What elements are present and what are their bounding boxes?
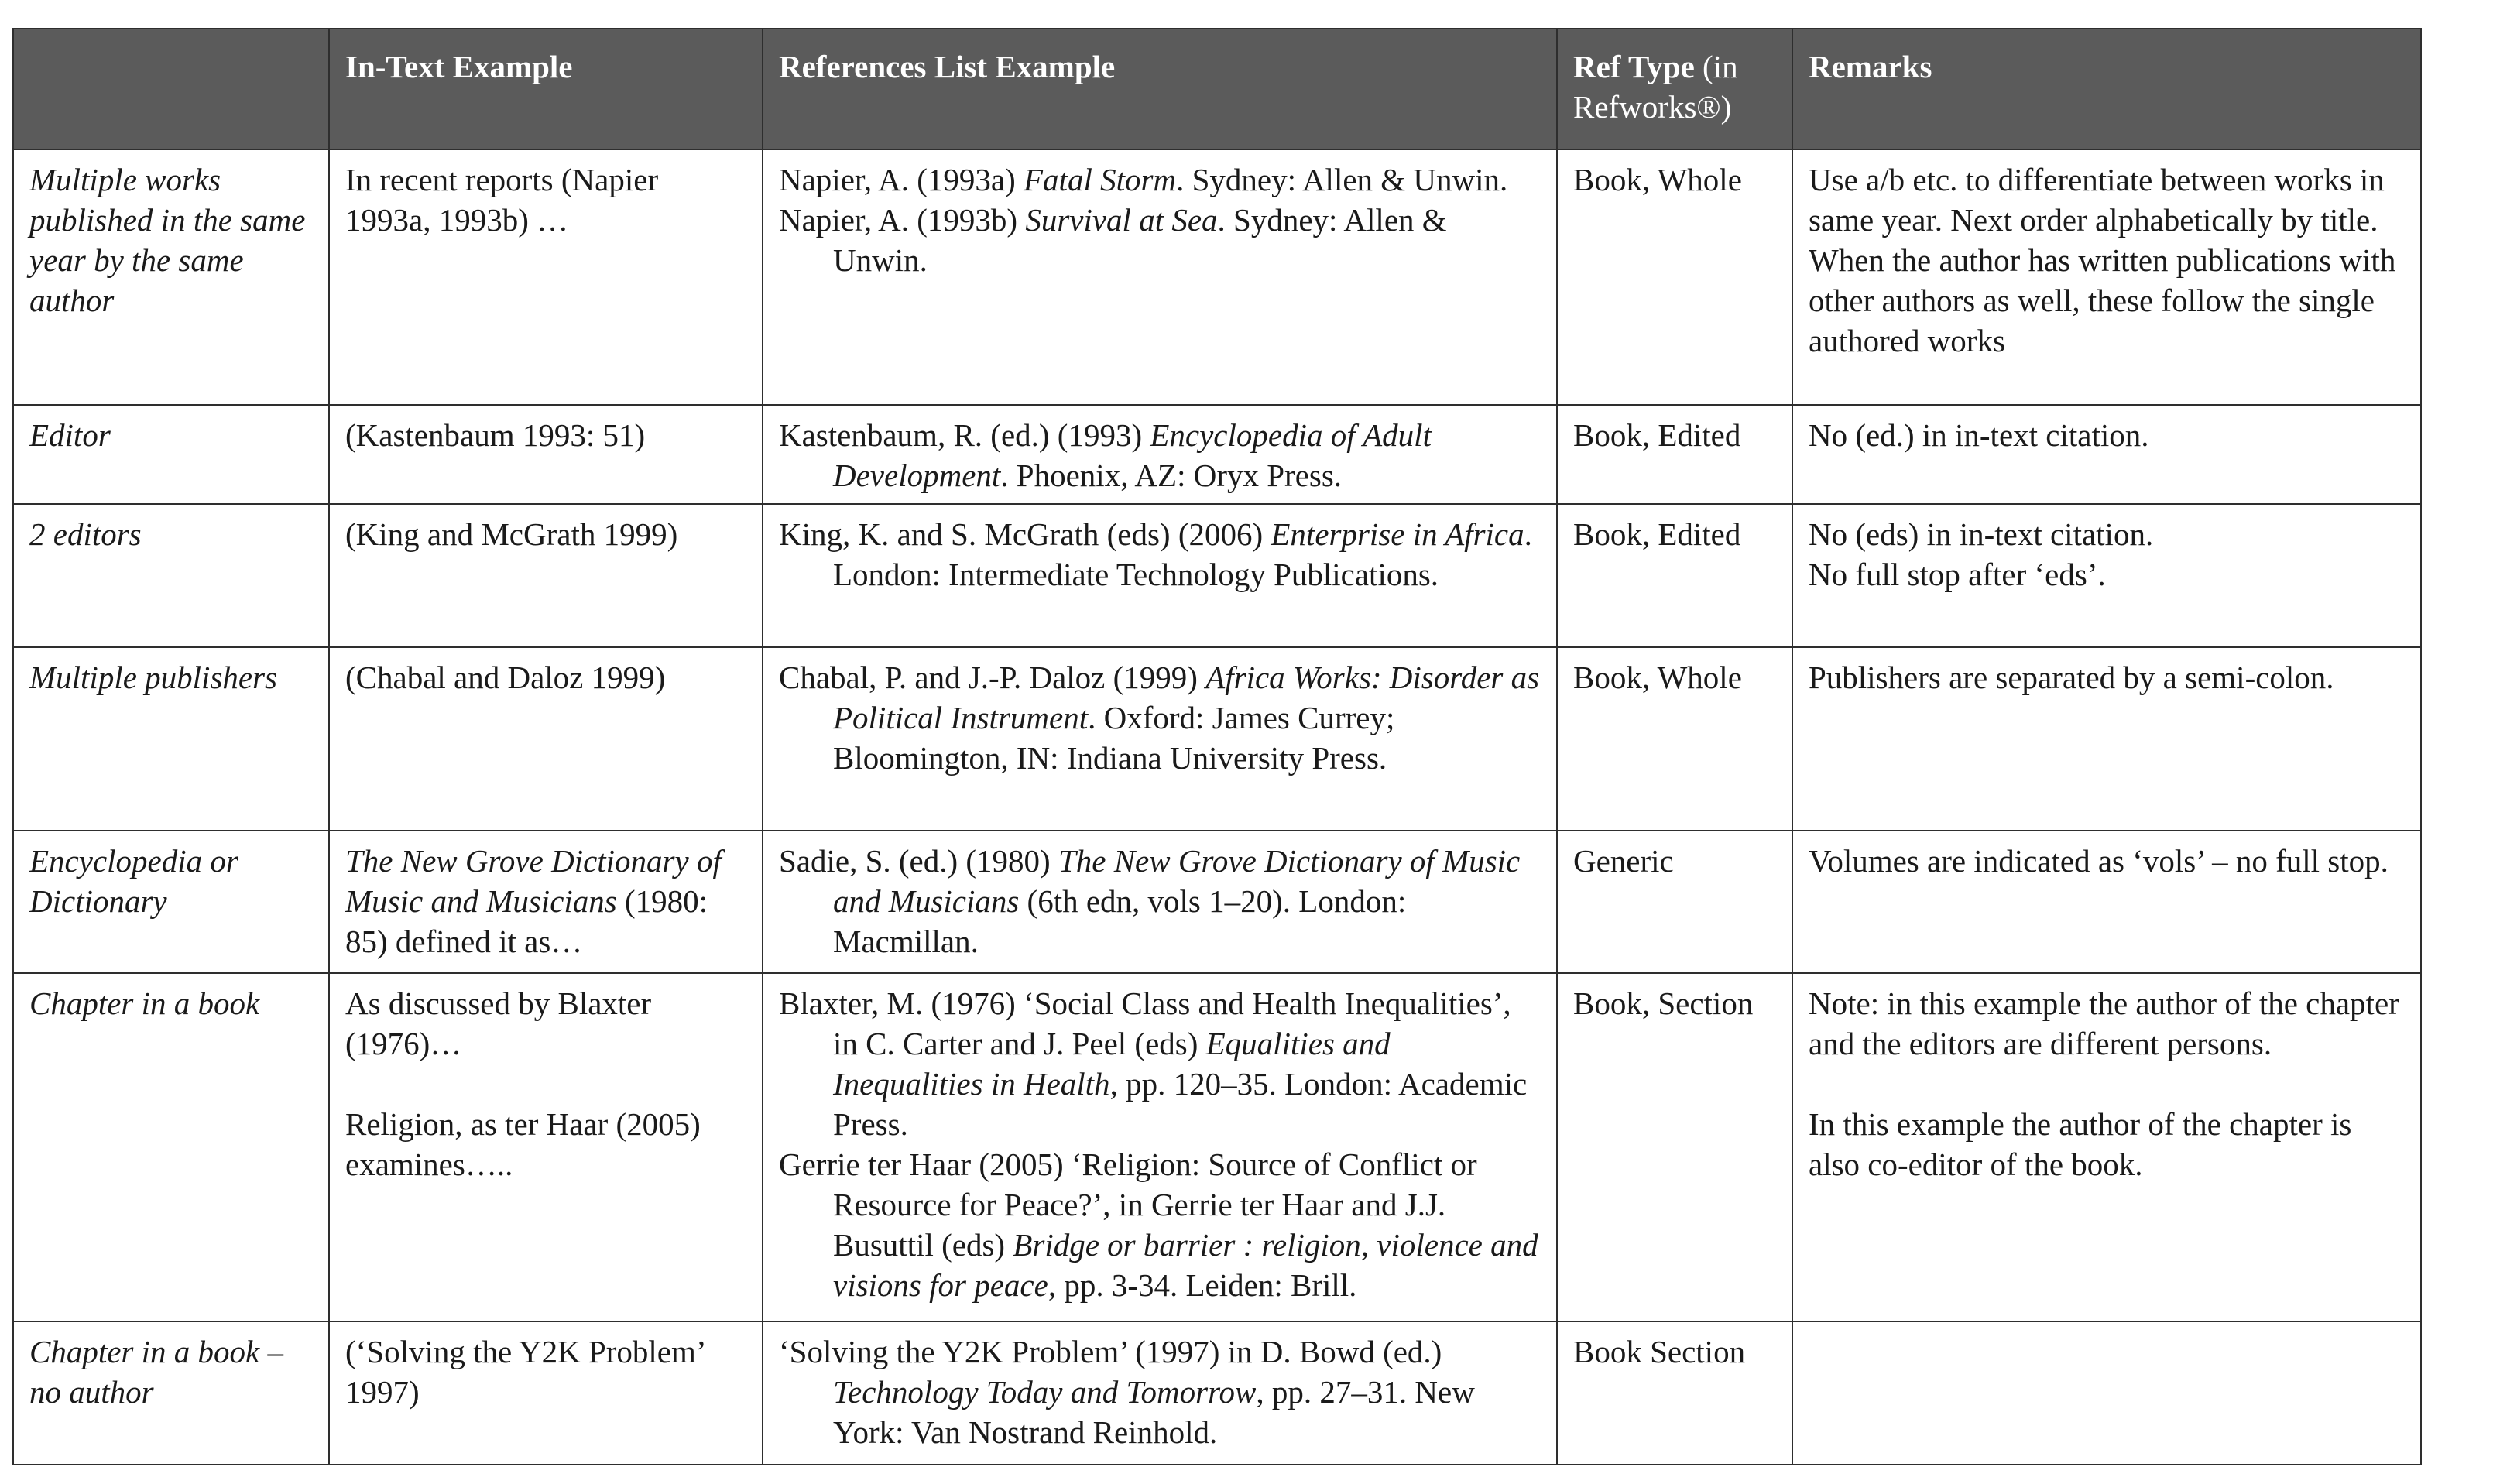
table-row bbox=[13, 647, 2421, 831]
cell-paragraph: No full stop after ‘eds’. bbox=[1809, 557, 2106, 593]
in-text-cell bbox=[329, 1321, 763, 1465]
cell-paragraph: Religion, as ter Haar (2005) examines….. bbox=[345, 1106, 701, 1183]
cell-paragraph: In recent reports (Napier 1993a, 1993b) … bbox=[345, 162, 659, 238]
cell-paragraph: Note: in this example the author of the chapter and the editors are different persons. bbox=[1809, 985, 2399, 1062]
table-row bbox=[13, 405, 2421, 504]
text-run: . Sydney: Allen & Unwin. bbox=[1176, 162, 1508, 197]
header-ref-type bbox=[1557, 29, 1792, 149]
ref-type-cell: Book, Edited bbox=[1557, 504, 1792, 646]
text-run: , pp. 120–35. London: Academic Press. bbox=[833, 1066, 1528, 1143]
table-row bbox=[13, 831, 2421, 973]
header-ref-type-note-line2: Refworks®) bbox=[1573, 89, 1732, 125]
cell-paragraph: As discussed by Blaxter (1976)… bbox=[345, 985, 652, 1062]
italic-title: Equalities and Inequalities in Health bbox=[833, 1026, 1391, 1102]
text-run: Chabal, P. and J.-P. Daloz (1999) bbox=[779, 659, 1206, 695]
reference-entry bbox=[779, 983, 1541, 1144]
text-run: Blaxter, M. (1976) ‘Social Class and Health Inequalities’, in C. Carter and J. Peel (eds) bbox=[779, 985, 1511, 1062]
header-case bbox=[13, 29, 329, 149]
table-header bbox=[13, 29, 2421, 149]
text-run: King, K. and S. McGrath (eds) (2006) bbox=[779, 516, 1271, 553]
table-row bbox=[13, 1321, 2421, 1465]
in-text-cell bbox=[329, 647, 763, 831]
references-cell bbox=[763, 149, 1557, 405]
remarks-cell bbox=[1792, 405, 2421, 504]
remarks-cell bbox=[1792, 831, 2421, 973]
references-cell bbox=[763, 647, 1557, 831]
ref-type-cell: Book Section bbox=[1557, 1321, 1792, 1465]
case-cell: Encyclopedia or Dictionary bbox=[13, 831, 329, 973]
reference-entry bbox=[779, 415, 1541, 495]
text-run: . Oxford: James Currey; Bloomington, IN: Indiana University Press. bbox=[833, 699, 1395, 776]
ref-type-cell: Book, Section bbox=[1557, 973, 1792, 1321]
table-row bbox=[13, 504, 2421, 646]
table-row bbox=[13, 973, 2421, 1321]
case-cell: Multiple publishers bbox=[13, 647, 329, 831]
table-body bbox=[13, 149, 2421, 1465]
text-run: . Phoenix, AZ: Oryx Press. bbox=[1000, 458, 1343, 494]
cell-paragraph: In this example the author of the chapter is also co-editor of the book. bbox=[1809, 1106, 2352, 1183]
cell-paragraph: (Chabal and Daloz 1999) bbox=[345, 659, 666, 695]
text-run: . Sydney: Allen & Unwin. bbox=[833, 202, 1447, 278]
case-cell: Multiple works published in the same year by the same author bbox=[13, 149, 329, 405]
case-cell: Editor bbox=[13, 405, 329, 504]
references-cell bbox=[763, 1321, 1557, 1465]
italic-title: The New Grove Dictionary of Music and Musicians bbox=[345, 842, 722, 919]
text-run: Kastenbaum, R. (ed.) (1993) bbox=[779, 417, 1150, 454]
in-text-cell bbox=[329, 405, 763, 504]
cell-paragraph: No (ed.) in in-text citation. bbox=[1809, 417, 2149, 454]
cell-paragraph: (Kastenbaum 1993: 51) bbox=[345, 417, 646, 454]
italic-title: Encyclopedia of Adult Development bbox=[833, 417, 1432, 494]
references-cell bbox=[763, 504, 1557, 646]
ref-type-cell: Book, Whole bbox=[1557, 647, 1792, 831]
case-cell: 2 editors bbox=[13, 504, 329, 646]
references-cell bbox=[763, 831, 1557, 973]
reference-entry bbox=[779, 514, 1541, 595]
paragraph-spacer bbox=[1809, 1064, 2405, 1104]
header-ref-type-note: (in bbox=[1694, 49, 1738, 84]
text-run: , pp. 3-34. Leiden: Brill. bbox=[1048, 1267, 1357, 1304]
text-run: Napier, A. (1993a) bbox=[779, 162, 1024, 197]
header-remarks: Remarks bbox=[1792, 29, 2421, 149]
header-row bbox=[13, 29, 2421, 149]
text-run: ‘Solving the Y2K Problem’ (1997) in D. Bowd (ed.) bbox=[779, 1334, 1442, 1370]
referencing-table bbox=[12, 28, 2422, 1465]
paragraph-spacer bbox=[345, 1064, 746, 1104]
references-cell bbox=[763, 405, 1557, 504]
reference-entry bbox=[779, 657, 1541, 778]
in-text-cell bbox=[329, 831, 763, 973]
text-run: , pp. 27–31. New York: Van Nostrand Reinhold. bbox=[833, 1374, 1475, 1451]
italic-title: Africa Works: Disorder as Political Instrument bbox=[833, 659, 1540, 735]
ref-type-cell: Generic bbox=[1557, 831, 1792, 973]
italic-title: Survival at Sea bbox=[1025, 202, 1218, 238]
table-row bbox=[13, 149, 2421, 405]
cell-paragraph: Publishers are separated by a semi-colon. bbox=[1809, 659, 2334, 695]
header-ref-type-label: Ref Type bbox=[1573, 49, 1695, 84]
reference-entry bbox=[779, 841, 1541, 961]
italic-title: Technology Today and Tomorrow bbox=[833, 1374, 1257, 1410]
reference-entry bbox=[779, 159, 1541, 200]
italic-title: The New Grove Dictionary of Music and Musicians bbox=[833, 842, 1521, 919]
italic-title: Bridge or barrier : religion, violence and visions for peace bbox=[833, 1227, 1538, 1304]
in-text-cell bbox=[329, 149, 763, 405]
text-run: Napier, A. (1993b) bbox=[779, 202, 1026, 238]
remarks-cell bbox=[1792, 1321, 2421, 1465]
cell-paragraph: Volumes are indicated as ‘vols’ – no full stop. bbox=[1809, 842, 2388, 879]
remarks-cell bbox=[1792, 647, 2421, 831]
in-text-cell bbox=[329, 973, 763, 1321]
in-text-cell bbox=[329, 504, 763, 646]
text-run: (6th edn, vols 1–20). London: Macmillan. bbox=[833, 883, 1407, 959]
italic-title: Enterprise in Africa bbox=[1271, 516, 1524, 553]
text-run: Gerrie ter Haar (2005) ‘Religion: Source of Conflict or Resource for Peace?’, in Gerrie ter Haar and J.J. Busuttil (eds) bbox=[779, 1146, 1477, 1263]
cell-paragraph: No (eds) in in-text citation. bbox=[1809, 516, 2154, 553]
cell-paragraph: Use a/b etc. to differentiate between works in same year. Next order alphabetically by title. When the author has written publications with other authors as well, these follow the single authored works bbox=[1809, 162, 2396, 358]
text-run: (1980: 85) defined it as… bbox=[345, 883, 708, 959]
references-cell bbox=[763, 973, 1557, 1321]
cell-paragraph: (King and McGrath 1999) bbox=[345, 516, 678, 553]
reference-entry bbox=[779, 200, 1541, 280]
remarks-cell bbox=[1792, 149, 2421, 405]
italic-title: Fatal Storm bbox=[1024, 162, 1177, 197]
text-run: Sadie, S. (ed.) (1980) bbox=[779, 842, 1058, 879]
reference-entry bbox=[779, 1144, 1541, 1305]
ref-type-cell: Book, Whole bbox=[1557, 149, 1792, 405]
header-in-text-example: In-Text Example bbox=[329, 29, 763, 149]
case-cell: Chapter in a book – no author bbox=[13, 1321, 329, 1465]
ref-type-cell: Book, Edited bbox=[1557, 405, 1792, 504]
cell-paragraph: (‘Solving the Y2K Problem’ 1997) bbox=[345, 1334, 705, 1410]
case-cell: Chapter in a book bbox=[13, 973, 329, 1321]
remarks-cell bbox=[1792, 973, 2421, 1321]
reference-entry bbox=[779, 1331, 1541, 1452]
remarks-cell bbox=[1792, 504, 2421, 646]
header-references-list-example: References List Example bbox=[763, 29, 1557, 149]
text-run: . London: Intermediate Technology Publications. bbox=[833, 516, 1532, 593]
page bbox=[12, 28, 2420, 1465]
